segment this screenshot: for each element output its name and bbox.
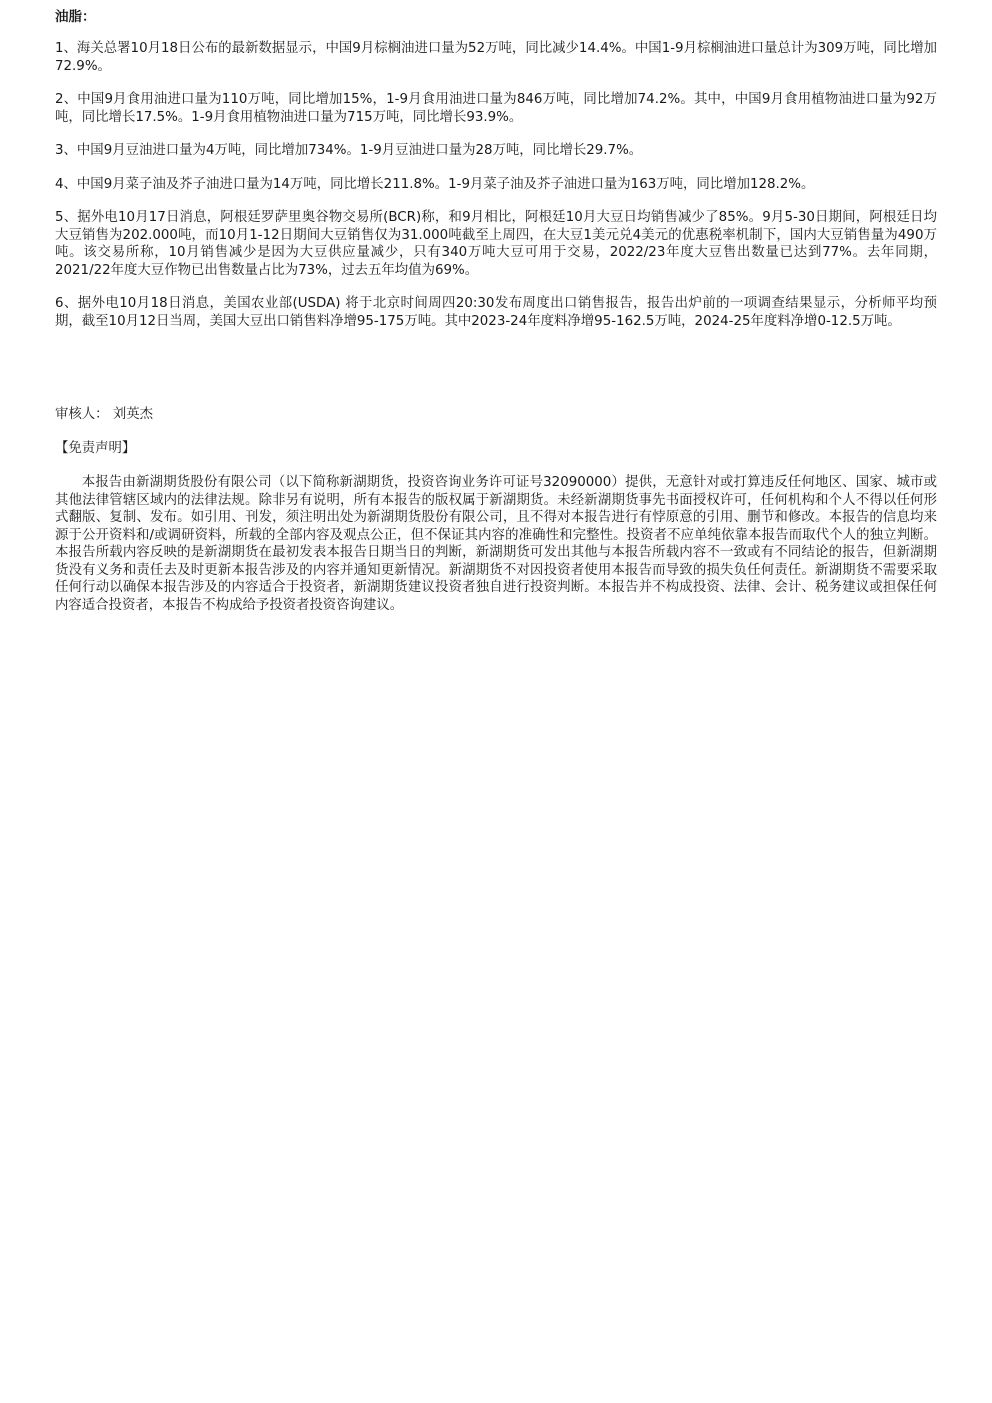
document-page — [55, 8, 937, 614]
section-title: 油脂： — [55, 9, 96, 25]
reviewer-line: 审核人： 刘英杰 — [55, 407, 153, 422]
news-item-3: 3、中国9月豆油进口量为4万吨，同比增加734%。1-9月豆油进口量为28万吨，同比增长29.7%。 — [55, 143, 643, 158]
news-item-2: 2、中国9月食用油进口量为110万吨，同比增加15%，1-9月食用油进口量为846万吨，同比增加74.2%。其中，中国9月食用植物油进口量为92万吨，同比增长17.5%。1-9月食用植物油进口量为715万吨，同比增长93.9%。 — [55, 92, 937, 125]
news-item-1: 1、海关总署10月18日公布的最新数据显示，中国9月棕榈油进口量为52万吨，同比减少14.4%。中国1-9月棕榈油进口量总计为309万吨，同比增加72.9%。 — [55, 41, 937, 74]
disclaimer-title: 【免责声明】 — [55, 441, 136, 456]
news-item-5: 5、据外电10月17日消息，阿根廷罗萨里奥谷物交易所(BCR)称，和9月相比，阿根廷10月大豆日均销售减少了85%。9月5-30日期间，阿根廷日均大豆销售为202.000吨，而10月1-12日期间大豆销售仅为31.000吨截至上周四，在大豆1美元兑4美元的优惠税率机制下，国内大豆销售量为490万吨。该交易所称，10月销售减少是因为大豆供应量减少，只有340万吨大豆可用于交易，2022/23年度大豆售出数量已达到77%。去年同期，2021/22年度大豆作物已出售数量占比为73%，过去五年均值为69%。 — [55, 210, 937, 278]
spacer — [55, 346, 937, 406]
news-item-6: 6、据外电10月18日消息，美国农业部(USDA) 将于北京时间周四20:30发布周度出口销售报告，报告出炉前的一项调查结果显示，分析师平均预期，截至10月12日当周，美国大豆出口销售料净增95-175万吨。其中2023-24年度料净增95-162.5万吨，2024-25年度料净增0-12.5万吨。 — [55, 296, 937, 329]
disclaimer-body: 本报告由新湖期货股份有限公司（以下简称新湖期货，投资咨询业务许可证号32090000）提供，无意针对或打算违反任何地区、国家、城市或其他法律管辖区域内的法律法规。除非另有说明，所有本报告的版权属于新湖期货。未经新湖期货事先书面授权许可，任何机构和个人不得以任何形式翻版、复制、发布。如引用、刊发，须注明出处为新湖期货股份有限公司，且不得对本报告进行有悖原意的引用、删节和修改。本报告的信息均来源于公开资料和/或调研资料，所载的全部内容及观点公正，但不保证其内容的准确性和完整性。投资者不应单纯依靠本报告而取代个人的独立判断。本报告所载内容反映的是新湖期货在最初发表本报告日期当日的判断，新湖期货可发出其他与本报告所载内容不一致或有不同结论的报告，但新湖期货没有义务和责任去及时更新本报告涉及的内容并通知更新情况。新湖期货不对因投资者使用本报告而导致的损失负任何责任。新湖期货不需要采取任何行动以确保本报告涉及的内容适合于投资者，新湖期货建议投资者独自进行投资判断。本报告并不构成投资、法律、会计、税务建议或担保任何内容适合投资者，本报告不构成给予投资者投资咨询建议。 — [55, 475, 937, 613]
news-item-4: 4、中国9月菜子油及芥子油进口量为14万吨，同比增长211.8%。1-9月菜子油及芥子油进口量为163万吨，同比增加128.2%。 — [55, 176, 815, 192]
